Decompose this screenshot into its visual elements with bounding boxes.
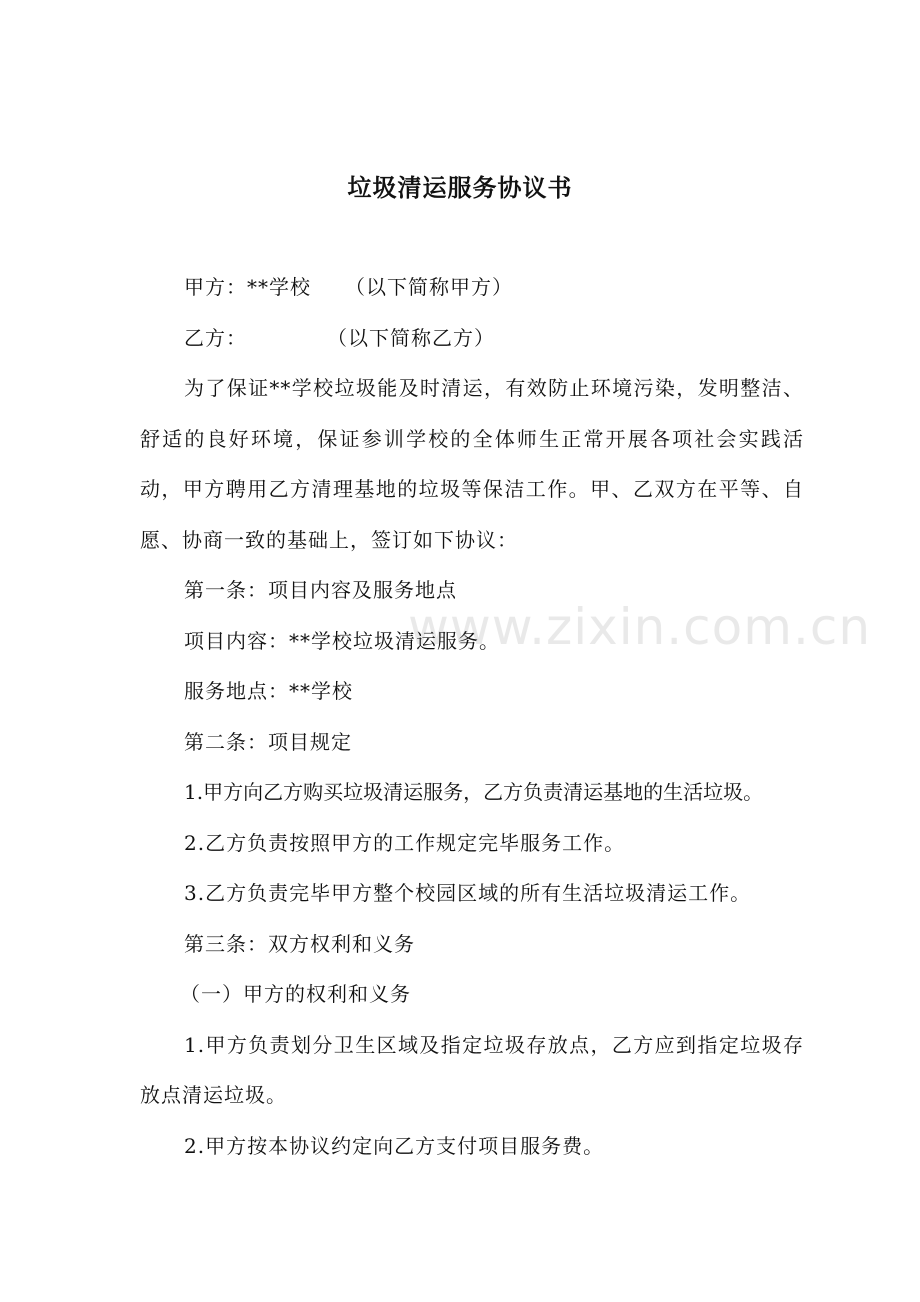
party-b-label: 乙方： (184, 325, 247, 350)
section-a-title: （一）甲方的权利和义务 (180, 982, 411, 1006)
party-a-label: 甲方： (184, 275, 247, 299)
document-body (140, 262, 804, 1171)
party-a-note: （以下简称甲方） (345, 275, 513, 299)
article-2-item-2: 2.乙方负责按照甲方的工作规定完毕服务工作。 (184, 830, 626, 855)
article-3-title: 第三条：双方权利和义务 (184, 931, 415, 956)
party-a-line (140, 262, 804, 313)
party-b-note: （以下简称乙方） (327, 325, 495, 350)
section-a-item-1: 1.甲方负责划分卫生区域及指定垃圾存放点，乙方应到指定垃圾存放点清运垃圾。 (140, 1032, 804, 1107)
project-content: 项目内容：**学校垃圾清运服务。 (184, 628, 500, 653)
watermark: www.zixin.com.cn (408, 598, 872, 656)
party-b-line (140, 313, 804, 364)
service-location: 服务地点：**学校 (184, 679, 353, 703)
article-2-item-1: 1.甲方向乙方购买垃圾清运服务，乙方负责清运基地的生活垃圾。 (184, 780, 764, 804)
intro-paragraph: 为了保证**学校垃圾能及时清运，有效防止环境污染，发明整洁、舒适的良好环境，保证参训学校的全体师生正常开展各项社会实践活动，甲方聘用乙方清理基地的垃圾等保洁工作。甲、乙双方在平等、自愿、协商一致的基础上，签订如下协议： (140, 376, 804, 552)
document-title: 垃圾清运服务协议书 (347, 173, 573, 202)
article-2-title: 第二条：项目规定 (184, 729, 352, 754)
article-2-item-3: 3.乙方负责完毕甲方整个校园区域的所有生活垃圾清运工作。 (184, 881, 752, 905)
section-a-item-2: 2.甲方按本协议约定向乙方支付项目服务费。 (184, 1133, 605, 1158)
party-a-name: **学校 (247, 275, 311, 299)
article-1-title: 第一条：项目内容及服务地点 (184, 578, 457, 602)
